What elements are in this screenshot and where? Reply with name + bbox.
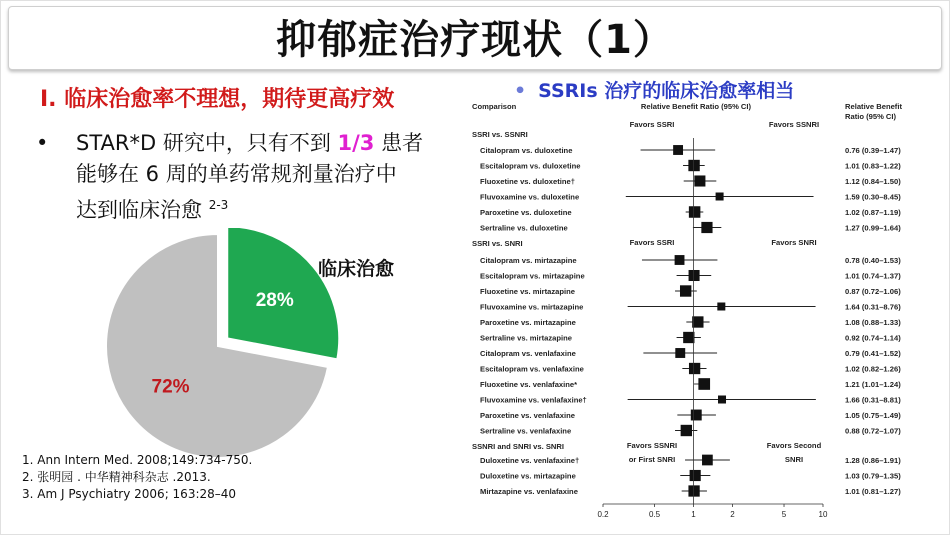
row-label: Duloxetine vs. venlafaxine† — [480, 456, 580, 465]
row-ci-value: 0.78 (0.40–1.53) — [845, 256, 901, 265]
estimate-marker — [689, 363, 700, 374]
row-label: Fluvoxamine vs. venlafaxine† — [480, 395, 587, 405]
estimate-marker — [716, 193, 724, 201]
group-title-1: SSRI vs. SNRI — [472, 239, 523, 248]
row-ci-value: 1.02 (0.87–1.19) — [845, 208, 901, 217]
header-ci-1: Relative Benefit — [845, 102, 902, 111]
reference-3: 3. Am J Psychiatry 2006; 163:28–40 — [22, 487, 237, 501]
bullet-highlight-fraction: 1/3 — [337, 131, 375, 155]
x-tick-label: 0.5 — [648, 510, 661, 519]
row-ci-value: 1.12 (0.84–1.50) — [845, 177, 901, 186]
row-label: Duloxetine vs. mirtazapine — [480, 471, 576, 481]
bullet-text-b: 患者 — [374, 131, 424, 155]
row-label: Paroxetine vs. venlafaxine — [480, 411, 575, 420]
bullet-line-2: 能够在 6 周的单药常规剂量治疗中 — [76, 162, 397, 186]
row-label: Sertraline vs. duloxetine — [480, 223, 568, 233]
right-heading-text: SSRIs 治疗的临床治愈率相当 — [538, 80, 795, 102]
row-label: Citalopram vs. mirtazapine — [480, 256, 577, 265]
bullet-text-a: STAR*D 研究中，只有不到 — [76, 131, 338, 155]
left-heading: I. 临床治愈率不理想，期待更高疗效 — [40, 87, 395, 112]
row-label: Fluvoxamine vs. mirtazapine — [480, 302, 584, 312]
bullet-reference-sup: 2-3 — [208, 198, 229, 212]
row-ci-value: 1.01 (0.83–1.22) — [845, 161, 901, 171]
estimate-marker — [688, 485, 699, 496]
favors-left-1: Favors SSRI — [629, 238, 675, 247]
x-tick-label: 10 — [818, 510, 828, 519]
row-ci-value: 1.27 (0.99–1.64) — [845, 223, 901, 233]
row-label: Mirtazapine vs. venlafaxine — [480, 487, 578, 496]
row-ci-value: 1.66 (0.31–8.81) — [845, 395, 901, 405]
references — [22, 452, 252, 503]
bullet-star-d — [36, 128, 470, 226]
x-tick-label: 2 — [730, 510, 735, 519]
row-ci-value: 1.21 (1.01–1.24) — [845, 380, 901, 389]
estimate-marker — [694, 175, 705, 186]
favors-right-2: Favors Second — [766, 441, 822, 450]
row-ci-value: 0.76 (0.39–1.47) — [845, 146, 901, 155]
estimate-marker — [683, 332, 694, 343]
row-ci-value: 0.92 (0.74–1.14) — [845, 333, 901, 343]
forest-plot — [466, 100, 936, 525]
estimate-marker — [681, 425, 692, 436]
row-label: Escitalopram vs. mirtazapine — [480, 271, 585, 281]
estimate-marker — [717, 303, 725, 311]
row-ci-value: 1.05 (0.75–1.49) — [845, 411, 901, 420]
row-ci-value: 1.59 (0.30–8.45) — [845, 192, 901, 202]
estimate-marker — [688, 160, 699, 171]
estimate-marker — [691, 410, 702, 421]
estimate-marker — [689, 206, 700, 217]
estimate-marker — [675, 348, 685, 358]
estimate-marker — [689, 270, 700, 281]
row-label: Citalopram vs. venlafaxine — [480, 349, 576, 358]
favors-left-0: Favors SSRI — [629, 120, 675, 129]
bullet-line-1 — [40, 128, 470, 159]
favors-right-1: Favors SNRI — [771, 238, 817, 247]
favors-right-2-2: SNRI — [784, 455, 804, 464]
header-ratio: Relative Benefit Ratio (95% CI) — [640, 102, 752, 111]
favors-left-2-2: or First SNRI — [628, 455, 676, 464]
row-ci-value: 1.28 (0.86–1.91) — [845, 456, 901, 465]
pie-label-1: 72% — [151, 376, 190, 398]
x-tick-label: 0.2 — [597, 510, 609, 519]
row-label: Paroxetine vs. duloxetine — [480, 208, 572, 217]
pie-callout-label: 临床治愈 — [318, 258, 395, 280]
row-label: Paroxetine vs. mirtazapine — [480, 318, 576, 327]
row-label: Fluvoxamine vs. duloxetine — [480, 192, 580, 202]
row-ci-value: 1.02 (0.82–1.26) — [845, 364, 901, 374]
estimate-marker — [675, 255, 685, 265]
x-tick-label: 5 — [781, 510, 787, 519]
row-ci-value: 1.03 (0.79–1.35) — [845, 471, 901, 481]
reference-1: 1. Ann Intern Med. 2008;149:734-750. — [22, 453, 253, 467]
row-ci-value: 1.01 (0.74–1.37) — [845, 271, 901, 281]
row-label: Escitalopram vs. duloxetine — [480, 161, 581, 171]
row-label: Fluoxetine vs. mirtazapine — [480, 287, 575, 296]
x-tick-label: 1 — [691, 510, 696, 519]
estimate-marker — [701, 222, 712, 233]
estimate-marker — [702, 455, 713, 466]
row-label: Escitalopram vs. venlafaxine — [480, 364, 584, 374]
pie-label-0: 28% — [255, 290, 294, 312]
row-label: Fluoxetine vs. duloxetine† — [480, 177, 575, 186]
bullet-dot: • — [514, 80, 527, 102]
row-ci-value: 1.08 (0.88–1.33) — [845, 318, 901, 327]
row-ci-value: 1.64 (0.31–8.76) — [845, 302, 901, 312]
row-ci-value: 0.88 (0.72–1.07) — [845, 426, 901, 436]
group-title-0: SSRI vs. SSNRI — [472, 130, 528, 139]
row-ci-value: 0.87 (0.72–1.06) — [845, 287, 901, 296]
row-label: Sertraline vs. venlafaxine — [480, 426, 572, 436]
row-label: Citalopram vs. duloxetine — [480, 146, 573, 155]
favors-right-0: Favors SSNRI — [768, 120, 820, 129]
estimate-marker — [698, 378, 710, 390]
bullet-dot: • — [36, 131, 49, 155]
right-heading — [514, 76, 794, 103]
header-ci-2: Ratio (95% CI) — [845, 112, 897, 121]
estimate-marker — [690, 470, 701, 481]
row-label: Sertraline vs. mirtazapine — [480, 333, 573, 343]
estimate-marker — [673, 145, 683, 155]
estimate-marker — [680, 285, 691, 296]
header-comparison: Comparison — [472, 102, 517, 111]
row-label: Fluoxetine vs. venlafaxine* — [480, 380, 578, 389]
estimate-marker — [718, 396, 726, 404]
row-ci-value: 1.01 (0.81–1.27) — [845, 487, 901, 496]
slide-title: 抑郁症治疗现状（1） — [276, 17, 674, 63]
row-ci-value: 0.79 (0.41–1.52) — [845, 349, 901, 358]
bullet-text-c: 达到临床治愈 — [76, 198, 209, 222]
bullet-line-3 — [40, 190, 470, 226]
favors-left-2: Favors SSNRI — [626, 441, 678, 450]
group-title-2: SSNRI and SNRI vs. SNRI — [472, 442, 564, 451]
reference-2: 2. 张明园 . 中华精神科杂志 .2013. — [22, 470, 211, 484]
